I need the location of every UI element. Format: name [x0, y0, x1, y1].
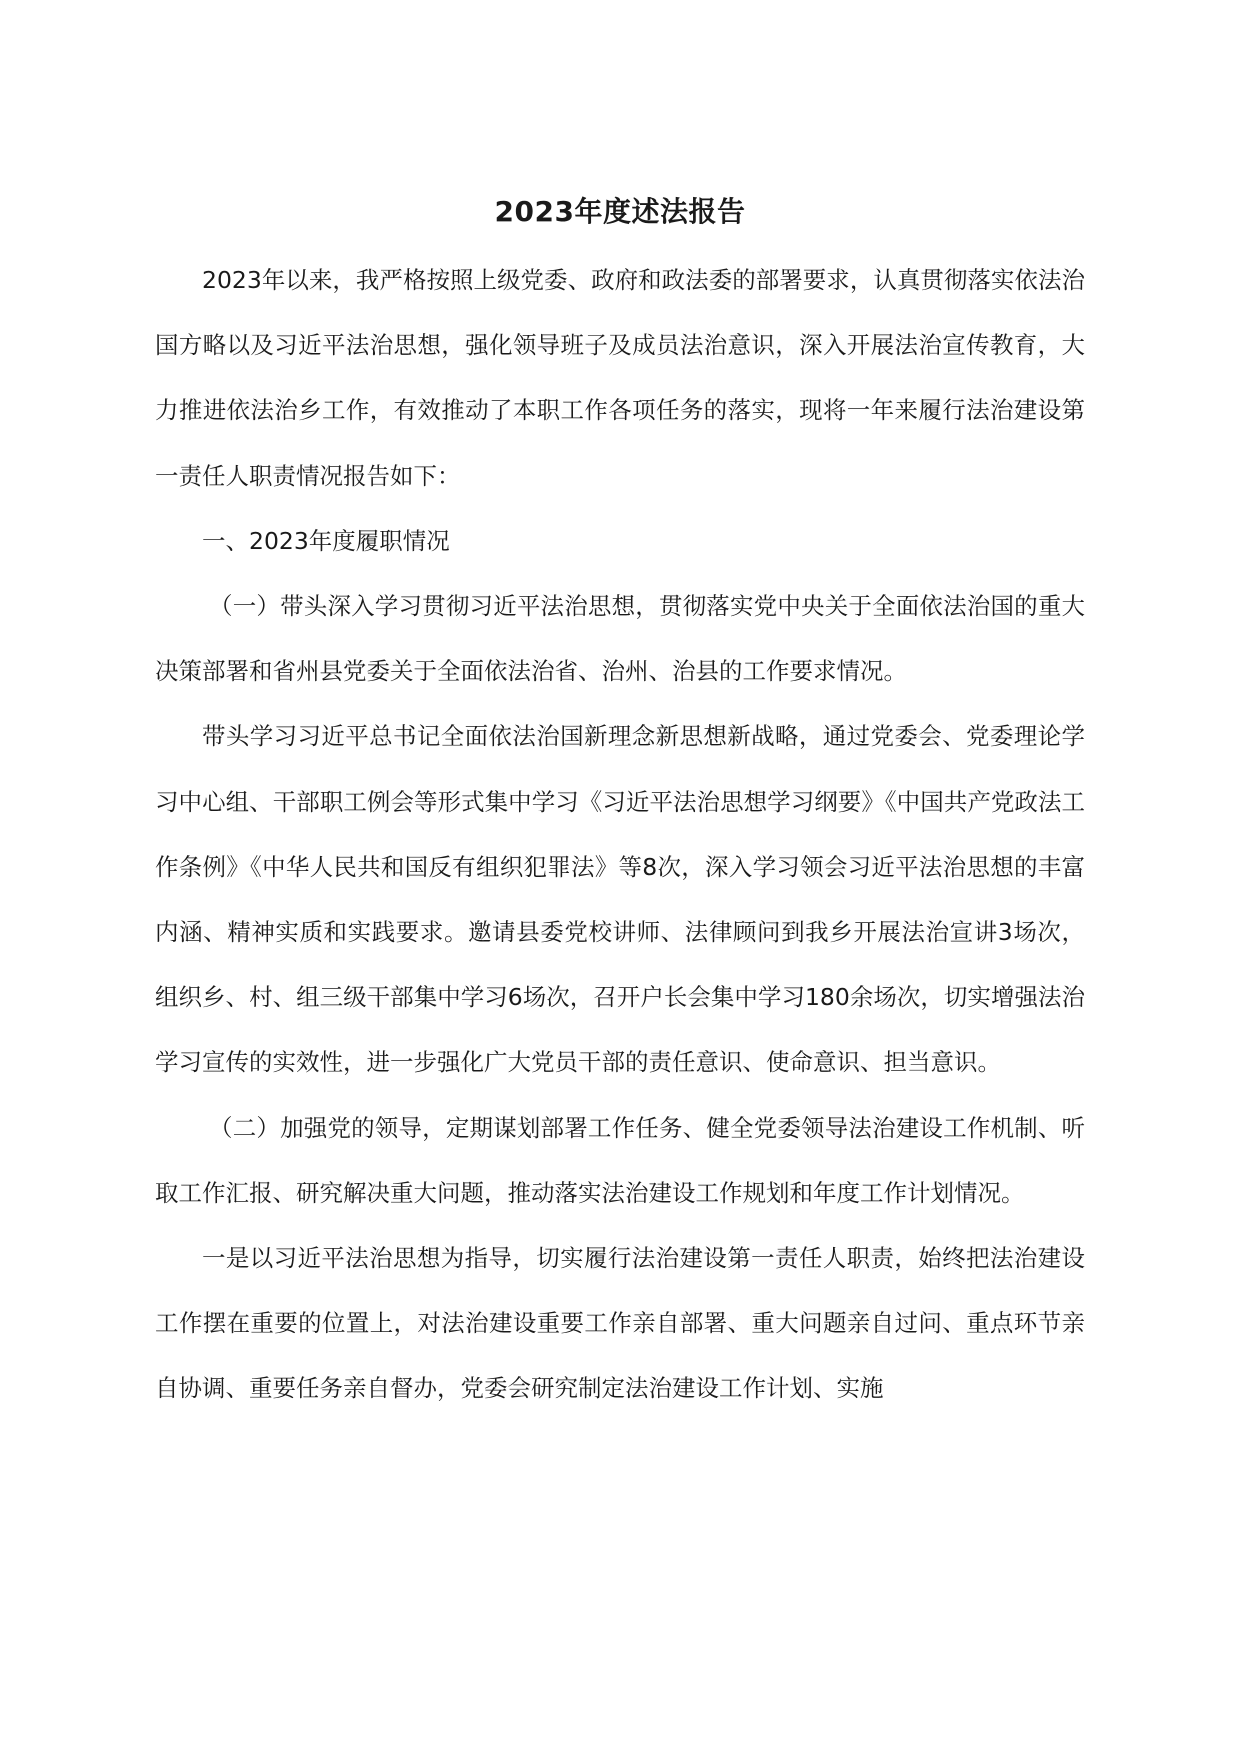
- subsection-heading-1: （一）带头深入学习贯彻习近平法治思想，贯彻落实党中央关于全面依法治国的重大决策部署和省州县党委关于全面依法治省、治州、治县的工作要求情况。: [155, 592, 1085, 686]
- subsection-heading-2: （二）加强党的领导，定期谋划部署工作任务、健全党委领导法治建设工作机制、听取工作汇报、研究解决重大问题，推动落实法治建设工作规划和年度工作计划情况。: [155, 1113, 1085, 1207]
- section-heading-1: 一、2023年度履职情况: [202, 526, 450, 555]
- paragraph-intro: 2023年以来，我严格按照上级党委、政府和政法委的部署要求，认真贯彻落实依法治国方略以及习近平法治思想，强化领导班子及成员法治意识，深入开展法治宣传教育，大力推进依法治乡工作，有效推动了本职工作各项任务的落实，现将一年来履行法治建设第一责任人职责情况报告如下：: [155, 266, 1085, 490]
- paragraph-leadership: 一是以习近平法治思想为指导，切实履行法治建设第一责任人职责，始终把法治建设工作摆在重要的位置上，对法治建设重要工作亲自部署、重大问题亲自过问、重点环节亲自协调、重要任务亲自督办，党委会研究制定法治建设工作计划、实施: [155, 1244, 1085, 1403]
- document-body: [155, 248, 1085, 1422]
- paragraph-study: 带头学习习近平总书记全面依法治国新理念新思想新战略，通过党委会、党委理论学习中心组、干部职工例会等形式集中学习《习近平法治思想学习纲要》《中国共产党政法工作条例》《中华人民共和国反有组织犯罪法》等8次，深入学习领会习近平法治思想的丰富内涵、精神实质和实践要求。邀请县委党校讲师、法律顾问到我乡开展法治宣讲3场次，组织乡、村、组三级干部集中学习6场次，召开户长会集中学习180余场次，切实增强法治学习宣传的实效性，进一步强化广大党员干部的责任意识、使命意识、担当意识。: [155, 722, 1085, 1077]
- document-title: 2023年度述法报告: [494, 195, 746, 228]
